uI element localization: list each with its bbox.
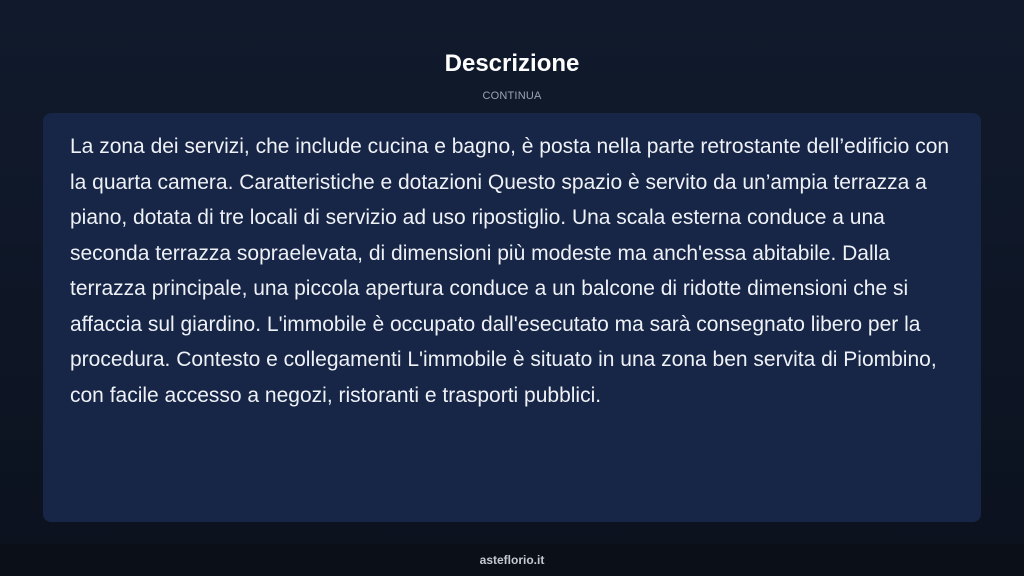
footer-site-name: asteflorio.it bbox=[479, 553, 545, 567]
footer-bar bbox=[0, 544, 1024, 576]
section-title: Descrizione bbox=[444, 50, 580, 77]
description-card bbox=[43, 113, 981, 522]
section-subtitle: CONTINUA bbox=[482, 90, 542, 102]
description-text: La zona dei servizi, che include cucina e bagno, è posta nella parte retrostante dell’edificio con la quarta camera. Caratteristiche e dotazioni Questo spazio è servito da un’ampia terrazza a piano, dotata di tre locali di servizio ad uso ripostiglio. Una scala esterna conduce a una seconda terrazza sopraelevata, di dimensioni più modeste ma anch'essa abitabile. Dalla terrazza principale, una piccola apertura conduce a un balcone di ridotte dimensioni che si affaccia sul giardino. L'immobile è occupato dall'esecutato ma sarà consegnato libero per la procedura. Contesto e collegamenti L'immobile è situato in una zona ben servita di Piombino, con facile accesso a negozi, ristoranti e trasporti pubblici. bbox=[70, 135, 950, 407]
